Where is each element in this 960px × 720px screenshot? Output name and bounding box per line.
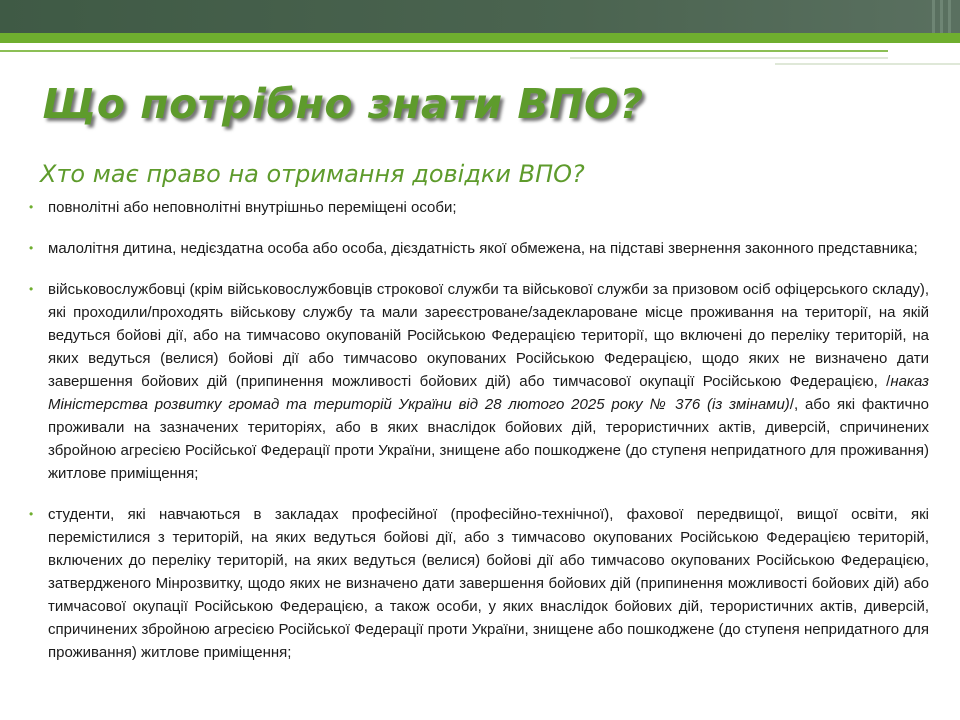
header-stripe	[948, 0, 951, 33]
bullet-icon: •	[29, 200, 34, 214]
accent-band	[0, 33, 960, 43]
bullet-icon: •	[29, 282, 34, 296]
bullet-icon: •	[29, 507, 34, 521]
legal-reference: наказ Міністерства розвитку громад та територій України від 28 лютого 2025 року № 376 (із змінами)	[48, 373, 929, 413]
header-bar	[0, 0, 960, 33]
list-item-text: військовослужбовці (крім військовослужбовців строкової служби та військової служби за призовом осіб офіцерського складу), які проходили/проходять військову службу та мали зареєстроване/задекларoване місце проживання на території, на якій ведуться бойові дії, або на тимчасово окупованій Російською Федерацією території, що включені до переліку територій, на яких ведуться (велися) бойові дії або тимчасово окупованих Російською Федерацією, щодо яких не визначено дати завершення бойових дій (припинення можливості бойових дій) або тимчасової окупації Російською Федерацією, /	[48, 281, 929, 390]
list-item	[28, 237, 929, 260]
divider-line	[570, 57, 888, 59]
header-stripe	[932, 0, 935, 33]
list-item-text: малолітня дитина, недієздатна особа або особа, дієздатність якої обмежена, на підставі звернення законного представника;	[48, 240, 918, 257]
page-subtitle: Хто має право на отримання довідки ВПО?	[40, 160, 585, 188]
page-title: Що потрібно знати ВПО?	[42, 80, 644, 128]
list-item-text: повнолітні або неповнолітні внутрішньо переміщені особи;	[48, 199, 457, 216]
bullet-icon: •	[29, 241, 34, 255]
bullet-list	[28, 196, 929, 682]
list-item-text: /, або які фактично проживали на зазначених територіях, або в яких внаслідок бойових дій, терористичних актів, диверсій, спричинених збройною агресією Російської Федерації проти України, знищене або пошкоджене (до ступеня непридатного для проживання) житлове приміщення;	[48, 396, 929, 482]
list-item-text: студенти, які навчаються в закладах професійної (професійно-технічної), фахової передвищої, вищої освіти, які перемістилися з територій, на яких ведуться бойові дії, або з тимчасово окупованих Російською Федерацією територій, включених до переліку територій, на яких ведуться (велися) бойові дії або тимчасово окупованих Російською Федерацією, затвердженого Мінрозвитку, щодо яких не визначено дати завершення бойових дій (припинення можливості бойових дій) або тимчасової окупації Російською Федерацією, а також особи, у яких внаслідок бойових дій, терористичних актів, диверсій, спричинених збройною агресією Російської Федерації проти України, знищене або пошкоджене (до ступеня непридатного для проживання) житлове приміщення;	[48, 506, 929, 661]
divider-line	[775, 63, 960, 65]
list-item	[28, 278, 929, 485]
list-item	[28, 196, 929, 219]
divider-line	[0, 50, 888, 52]
list-item	[28, 503, 929, 664]
header-stripe	[940, 0, 943, 33]
